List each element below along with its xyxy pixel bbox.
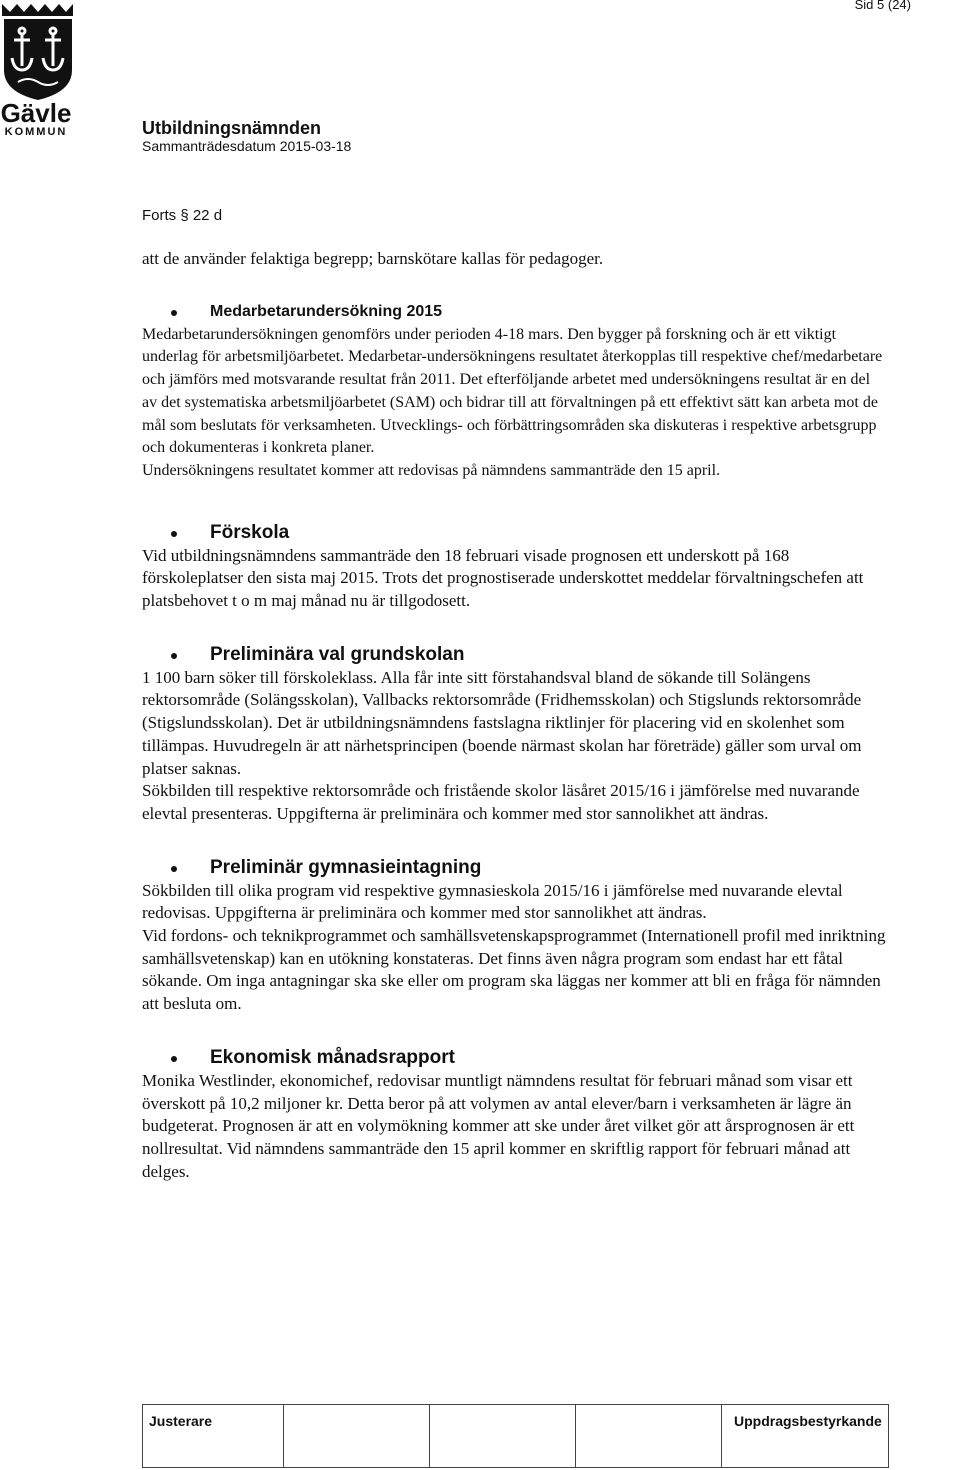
gavle-kommun-logo [0, 0, 78, 138]
signature-cell [429, 1405, 576, 1467]
signature-cell [283, 1405, 430, 1467]
section-paragraph: Sökbilden till respektive rektorsområde och fristående skolor läsåret 2015/16 i jämförelse med nuvarande elevtal presenteras. Uppgifterna är preliminära och kommer med stor sannolikhet att ändras. [142, 781, 860, 823]
section-paragraph: Vid fordons- och teknikprogrammet och samhällsvetenskapsprogrammet (Internationell profil med inriktning samhällsvetenskap) kan en utökning konstateras. Det finns även några program som endast har ett fåtal sökande. Om inga antagningar ska ske eller om program ska läggas ner kommer att bli en fråga för nämnden att besluta om. [142, 926, 886, 1014]
meeting-date: Sammanträdesdatum 2015-03-18 [142, 138, 352, 154]
page-number: Sid 5 (24) [854, 0, 911, 12]
signature-box [142, 1404, 889, 1468]
section-forskola [142, 521, 887, 613]
bullet-icon [171, 866, 177, 872]
committee-name: Utbildningsnämnden [142, 118, 321, 138]
section-preliminara-val-grundskolan [142, 643, 887, 826]
section-heading: Preliminära val grundskolan [142, 643, 887, 667]
section-heading: Förskola [142, 521, 887, 545]
coat-of-arms-icon [0, 0, 78, 138]
logo-subtitle: KOMMUN [4, 126, 68, 138]
section-ekonomisk-manadsrapport [142, 1046, 887, 1184]
bullet-icon [171, 531, 177, 537]
document-body [142, 248, 887, 1183]
justerare-label: Justerare [149, 1413, 213, 1429]
section-paragraph: 1 100 barn söker till förskoleklass. Alla får inte sitt förstahandsval bland de sökande till Solängens rektorsområde (Solängsskolan), Vallbacks rektorsområde (Fridhemsskolan) och Stigslunds rektorsområde (Stigslundsskolan). Det är utbildningsnämndens fastslagna riktlinjer för placering vid en skolenhet som tillämpas. Huvudregeln är att närhetsprincipen (boende närmast skolan har företräde) gäller som urval om platser saknas. [142, 667, 862, 778]
section-paragraph: Monika Westlinder, ekonomichef, redovisar muntligt nämndens resultat för februari månad som visar ett överskott på 10,2 miljoner kr. Detta beror på att volymen av antal elever/barn i verksamheten är lägre än budgeterat. Prognosen är att en volymökning kommer att ske under året vilket gör att årsprognosen är ett nollresultat. Vid nämndens sammanträde den 15 april kommer en skriftlig rapport för februari månad att delges. [142, 1070, 855, 1181]
logo-name: Gävle [0, 98, 72, 128]
section-paragraph: Medarbetarundersökningen genomförs under perioden 4-18 mars. Den bygger på forskning och är ett viktigt underlag för arbetsmiljöarbetet. Medarbetar-undersökningens resultatet återkopplas till respektive chef/medarbetare och jämförs med motsvarande resultat från 2011. Det efterföljande arbetet med undersökningens resultat är en del av det systematiska arbetsmiljöarbetet (SAM) och bidrar till att förvaltningen på ett effektivt sätt kan arbeta mot de mål som beslutats för verksamheten. Utvecklings- och förbättringsområden ska diskuteras i respektive arbetsgrupp och dokumenteras i konkreta planer. [142, 325, 883, 457]
intro-paragraph: att de använder felaktiga begrepp; barnskötare kallas för pedagoger. [142, 249, 604, 268]
section-heading: Medarbetarundersökning 2015 [142, 300, 887, 324]
section-medarbetarundersokning [142, 300, 887, 483]
section-heading: Preliminär gymnasieintagning [142, 856, 887, 880]
section-preliminar-gymnasieintagning [142, 856, 887, 1016]
bullet-icon [171, 310, 177, 316]
uppdragsbestyrkande-label: Uppdragsbestyrkande [734, 1413, 882, 1429]
section-heading: Ekonomisk månadsrapport [142, 1046, 887, 1070]
continuation-label: Forts § 22 d [142, 207, 223, 224]
section-paragraph: Sökbilden till olika program vid respektive gymnasieskola 2015/16 i jämförelse med nuvarande elevtal redovisas. Uppgifterna är preliminära och kommer med stor sannolikhet att ändras. [142, 880, 843, 923]
section-paragraph: Vid utbildningsnämndens sammanträde den 18 februari visade prognosen ett underskott på 168 förskoleplatser den sista maj 2015. Trots det prognostiserade underskottet meddelar förvaltningschefen att platsbehovet t o m maj månad nu är tillgodosett. [142, 545, 864, 611]
signature-cell [575, 1405, 722, 1467]
bullet-icon [171, 1056, 177, 1062]
section-paragraph: Undersökningens resultatet kommer att redovisas på nämndens sammanträde den 15 april. [142, 461, 721, 479]
bullet-icon [171, 653, 177, 659]
